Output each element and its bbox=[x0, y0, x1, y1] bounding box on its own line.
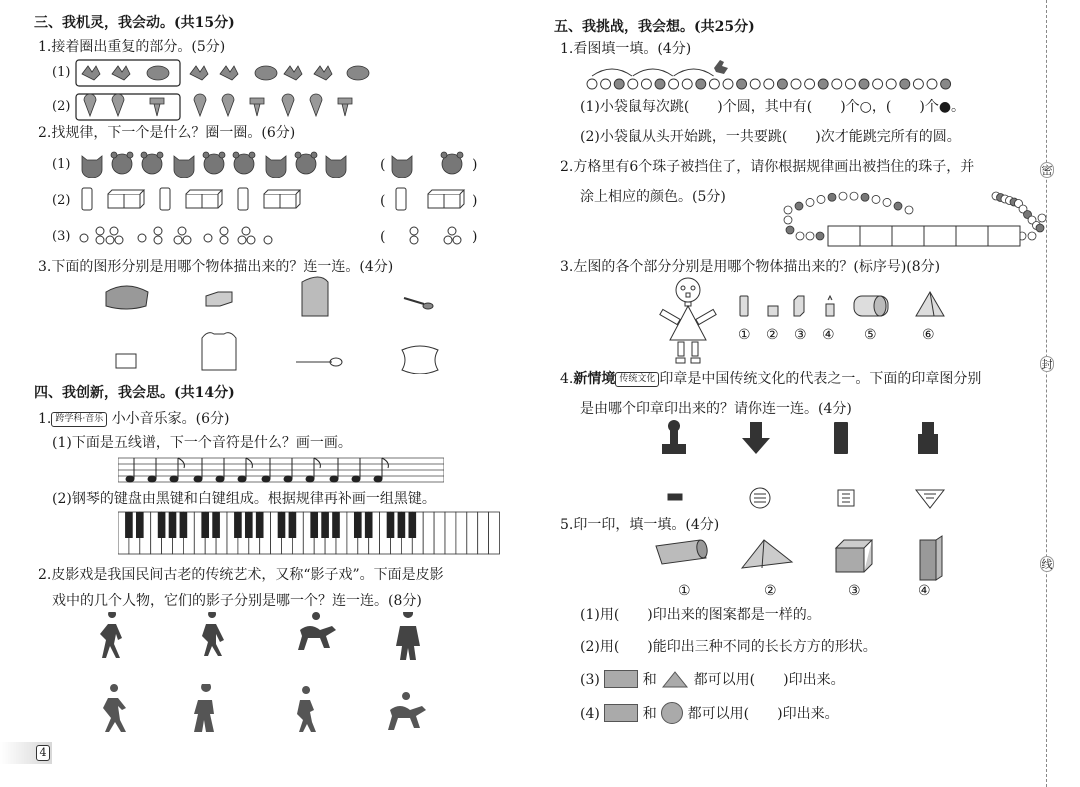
hollow-circle bbox=[845, 79, 855, 89]
number-label: ③ bbox=[794, 327, 807, 343]
sec3-q1-row2-label: (2) bbox=[52, 99, 71, 114]
black-key bbox=[125, 512, 133, 538]
hollow-circle bbox=[587, 79, 597, 89]
page-number-badge bbox=[0, 742, 52, 764]
gutter-char-3: 线 bbox=[1041, 558, 1053, 571]
bead bbox=[872, 195, 880, 203]
gutter-char-1: 密 bbox=[1041, 164, 1053, 177]
filled-circle bbox=[737, 79, 747, 89]
number-label: ② bbox=[766, 327, 779, 343]
sec4-q1-text: 小小音乐家。(6分) bbox=[111, 411, 230, 427]
bead bbox=[784, 216, 792, 224]
sec3-q1-text: 1.接着圈出重复的部分。(5分) bbox=[38, 39, 226, 55]
q5d-label: (4) bbox=[580, 706, 600, 722]
seals-row bbox=[658, 418, 958, 462]
sec5-q4-line2: 是由哪个印章印出来的？请你连一连。(4分) bbox=[580, 401, 852, 417]
black-key bbox=[398, 512, 406, 538]
white-key bbox=[489, 512, 500, 554]
q5d-rest: 都可以用( )印出来。 bbox=[687, 706, 839, 722]
black-key bbox=[234, 512, 242, 538]
circle-pattern bbox=[78, 222, 278, 248]
hidden-bead-box[interactable] bbox=[828, 226, 860, 246]
q2-row2-paren-open: ( bbox=[380, 193, 386, 209]
bead bbox=[796, 232, 804, 240]
number-label: ④ bbox=[918, 583, 931, 599]
filled-circle bbox=[900, 79, 910, 89]
black-key bbox=[180, 512, 188, 538]
number-label: ① bbox=[678, 583, 691, 599]
jump-arc bbox=[674, 69, 714, 76]
hollow-circle bbox=[682, 79, 692, 89]
q5c-rest: 都可以用( )印出来。 bbox=[693, 672, 845, 688]
black-key bbox=[256, 512, 264, 538]
black-key bbox=[387, 512, 395, 538]
icecream-pattern-row bbox=[74, 92, 374, 122]
leaf-pattern-row bbox=[74, 58, 394, 88]
q2-row3-paren-close: ) bbox=[472, 229, 478, 245]
interdisciplinary-tag: 跨学科·音乐 bbox=[51, 412, 107, 427]
sec4-q2-line1: 2.皮影戏是我国民间古老的传统艺术，又称“影子戏”。下面是皮影 bbox=[38, 567, 444, 583]
number-label: ③ bbox=[848, 583, 861, 599]
filled-circle bbox=[696, 79, 706, 89]
kangaroo-circle-row bbox=[586, 54, 1026, 94]
black-key bbox=[408, 512, 416, 538]
black-key bbox=[278, 512, 286, 538]
black-key bbox=[158, 512, 166, 538]
black-key bbox=[321, 512, 329, 538]
white-key bbox=[423, 512, 434, 554]
sec5-q1-text: 1.看图填一填。(4分) bbox=[560, 41, 692, 57]
page-number: 4 bbox=[36, 745, 50, 761]
solid-shapes-row bbox=[730, 290, 1050, 324]
hollow-circle bbox=[873, 79, 883, 89]
hollow-circle bbox=[628, 79, 638, 89]
rectangle-print bbox=[604, 670, 638, 688]
number-label: ⑤ bbox=[864, 327, 877, 343]
q5c-and: 和 bbox=[642, 672, 657, 688]
fox-bear-pattern bbox=[78, 150, 358, 178]
sec5-q2-line2: 涂上相应的颜色。(5分) bbox=[580, 189, 726, 205]
bead bbox=[795, 202, 803, 210]
section3-title: 三、我机灵，我会动。(共15分) bbox=[34, 15, 235, 31]
hollow-circle bbox=[723, 79, 733, 89]
filled-circle bbox=[655, 79, 665, 89]
sec5-q2-line1: 2.方格里有6个珠子被挡住了，请你根据规律画出被挡住的珠子，并 bbox=[560, 159, 975, 175]
q3-number-labels bbox=[736, 326, 1056, 344]
number-label: ① bbox=[738, 327, 751, 343]
sec5-q4-num: 4. bbox=[560, 371, 574, 387]
q5-number-labels bbox=[660, 582, 960, 600]
white-key bbox=[467, 512, 478, 554]
q2-row2-paren-close: ) bbox=[472, 193, 478, 209]
q2-row3-paren-open: ( bbox=[380, 229, 386, 245]
sec4-q1-num: 1. bbox=[38, 411, 52, 427]
sec3-q2-row1-label: (1) bbox=[52, 157, 71, 172]
black-key bbox=[365, 512, 373, 538]
bead bbox=[850, 192, 858, 200]
hollow-circle bbox=[791, 79, 801, 89]
sec5-q4-text: 印章是中国传统文化的代表之一。下面的印章图分别 bbox=[659, 371, 982, 387]
section5-title: 五、我挑战，我会想。(共25分) bbox=[554, 19, 755, 35]
filled-circle bbox=[614, 79, 624, 89]
sec4-q2-line2: 戏中的几个人物，它们的影子分别是哪一个？连一连。(8分) bbox=[52, 593, 422, 609]
q5c-label: (3) bbox=[580, 672, 600, 688]
kangaroo-icon bbox=[714, 60, 728, 74]
sec5-q5c-line bbox=[580, 670, 845, 689]
hollow-circle bbox=[709, 79, 719, 89]
white-key bbox=[434, 512, 445, 554]
shape-figure bbox=[656, 276, 720, 366]
shadows-row bbox=[94, 684, 454, 740]
number-label: ④ bbox=[822, 327, 835, 343]
bead bbox=[861, 193, 869, 201]
bead bbox=[784, 206, 792, 214]
bead bbox=[806, 198, 814, 206]
sec5-q1b-text: (2)小袋鼠从头开始跳，一共要跳( )次才能跳完所有的圆。 bbox=[580, 129, 961, 145]
hidden-bead-box[interactable] bbox=[956, 226, 988, 246]
bead bbox=[816, 232, 824, 240]
right-page bbox=[540, 0, 1080, 787]
bead bbox=[1028, 232, 1036, 240]
black-key bbox=[212, 512, 220, 538]
filled-circle bbox=[777, 79, 787, 89]
sec5-q3-text: 3.左图的各个部分分别是用哪个物体描出来的？(标序号)(8分) bbox=[560, 259, 941, 275]
circle-print bbox=[661, 702, 683, 724]
hollow-circle bbox=[927, 79, 937, 89]
shadow-puppets-row bbox=[94, 612, 454, 666]
binding-line bbox=[1046, 0, 1047, 787]
bead bbox=[1036, 224, 1044, 232]
bead bbox=[883, 198, 891, 206]
stamp-prints-row bbox=[660, 484, 960, 514]
q2-row3-options[interactable] bbox=[400, 222, 470, 248]
sec4-q1b-text: (2)钢琴的键盘由黑键和白键组成。根据规律再补画一组黑键。 bbox=[52, 491, 436, 507]
q3-objects-row bbox=[100, 276, 450, 322]
bead bbox=[828, 193, 836, 201]
sec5-q4-line1 bbox=[560, 370, 981, 388]
white-key bbox=[456, 512, 467, 554]
sec3-q1-row1-label: (1) bbox=[52, 65, 71, 80]
q2-row2-options[interactable] bbox=[392, 184, 472, 214]
hollow-circle bbox=[886, 79, 896, 89]
sec3-q2-text: 2.找规律，下一个是什么？圈一圈。(6分) bbox=[38, 125, 296, 141]
black-key bbox=[245, 512, 253, 538]
hollow-circle bbox=[913, 79, 923, 89]
bead bbox=[806, 232, 814, 240]
black-key bbox=[289, 512, 297, 538]
q2-row1-paren-close: ) bbox=[472, 157, 478, 173]
bead bbox=[905, 206, 913, 214]
music-staff bbox=[118, 452, 444, 488]
cylinder-box-pattern bbox=[78, 184, 318, 214]
triangle-print bbox=[661, 670, 689, 688]
bead bbox=[786, 226, 794, 234]
bead-necklace bbox=[780, 188, 1050, 250]
jump-arc bbox=[633, 69, 673, 76]
jump-arc bbox=[592, 69, 632, 76]
section4-title: 四、我创新，我会思。(共14分) bbox=[34, 385, 235, 401]
hollow-circle bbox=[641, 79, 651, 89]
culture-tag: 传统文化 bbox=[615, 372, 659, 387]
hollow-circle bbox=[669, 79, 679, 89]
hollow-circle bbox=[764, 79, 774, 89]
filled-circle bbox=[859, 79, 869, 89]
black-key bbox=[310, 512, 318, 538]
sec3-q3-text: 3.下面的图形分别是用哪个物体描出来的？连一连。(4分) bbox=[38, 259, 394, 275]
sec5-q5b-text: (2)用( )能印出三种不同的长长方方的形状。 bbox=[580, 639, 877, 655]
black-key bbox=[354, 512, 362, 538]
filled-circle bbox=[941, 79, 951, 89]
q3-outlines-row bbox=[110, 330, 450, 374]
black-key bbox=[201, 512, 209, 538]
piano-keyboard bbox=[118, 510, 508, 556]
sec5-q5d-line bbox=[580, 702, 839, 724]
sec5-q1a-text: (1)小袋鼠每次跳( )个圆，其中有( )个○，( )个●。 bbox=[580, 99, 966, 115]
gutter-char-2: 封 bbox=[1041, 358, 1053, 371]
q2-row1-paren-open: ( bbox=[380, 157, 386, 173]
square-print bbox=[604, 704, 638, 722]
sec3-q2-row3-label: (3) bbox=[52, 229, 71, 244]
hollow-circle bbox=[750, 79, 760, 89]
number-label: ⑥ bbox=[922, 327, 935, 343]
sec4-q1a-text: (1)下面是五线谱，下一个音符是什么？画一画。 bbox=[52, 435, 352, 451]
sec5-q5a-text: (1)用( )印出来的图案都是一样的。 bbox=[580, 607, 821, 623]
sec5-q5-text: 5.印一印，填一填。(4分) bbox=[560, 517, 720, 533]
hollow-circle bbox=[601, 79, 611, 89]
white-key bbox=[478, 512, 489, 554]
hidden-bead-box[interactable] bbox=[924, 226, 956, 246]
q2-row1-options[interactable] bbox=[390, 150, 470, 178]
bead bbox=[894, 202, 902, 210]
hollow-circle bbox=[832, 79, 842, 89]
black-key bbox=[169, 512, 177, 538]
white-key bbox=[445, 512, 456, 554]
filled-circle bbox=[818, 79, 828, 89]
sec3-q2-row2-label: (2) bbox=[52, 193, 71, 208]
new-context-tag: 新情境 bbox=[573, 371, 616, 387]
hidden-bead-box[interactable] bbox=[892, 226, 924, 246]
sec4-q1-line bbox=[38, 410, 230, 428]
q5d-and: 和 bbox=[642, 706, 657, 722]
hollow-circle bbox=[805, 79, 815, 89]
bead bbox=[1038, 214, 1046, 222]
q5-solids-row bbox=[650, 534, 960, 584]
hidden-bead-box[interactable] bbox=[988, 226, 1020, 246]
black-key bbox=[136, 512, 144, 538]
black-key bbox=[332, 512, 340, 538]
bead bbox=[817, 195, 825, 203]
number-label: ② bbox=[764, 583, 777, 599]
bead bbox=[839, 192, 847, 200]
hidden-bead-box[interactable] bbox=[860, 226, 892, 246]
